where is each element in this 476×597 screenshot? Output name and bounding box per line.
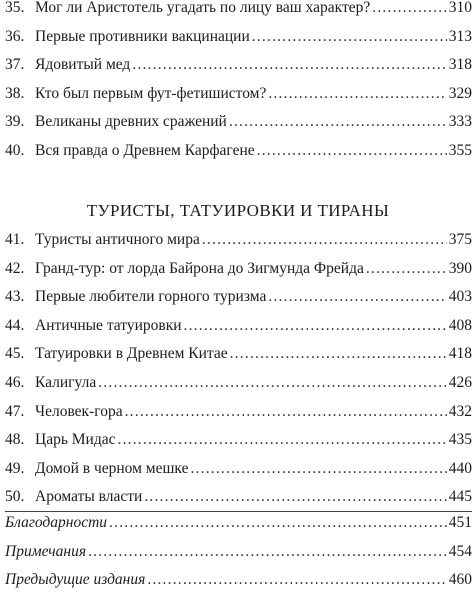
toc-entry[interactable] (5, 23, 472, 52)
toc-entry[interactable] (5, 312, 472, 341)
entry-title: Вся правда о Древнем Карфагене (35, 141, 255, 159)
entry-page: 451 (448, 514, 472, 531)
entry-page: 435 (448, 431, 472, 449)
dot-leader (202, 226, 447, 255)
dot-leader (147, 566, 446, 595)
dot-leader (268, 283, 446, 312)
entry-title: Античные татуировки (35, 316, 182, 334)
entry-number: 42. (5, 259, 25, 277)
dot-leader (109, 509, 447, 538)
entry-title: Великаны древних сражений (35, 113, 227, 131)
dot-leader (268, 80, 446, 109)
entry-page: 329 (448, 84, 472, 102)
entry-title: Мог ли Аристотель угадать по лицу ваш характер? (35, 0, 371, 16)
dot-leader (230, 340, 447, 369)
toc-entry[interactable] (5, 283, 472, 312)
entry-title: Предыдущие издания (5, 571, 146, 589)
entry-title: Первые любители горного туризма (35, 288, 267, 306)
toc-entry[interactable] (5, 226, 472, 255)
toc-entry-previous-editions[interactable] (5, 566, 472, 595)
toc-entry[interactable] (5, 51, 472, 80)
entry-page: 460 (448, 571, 472, 589)
entry-number: 36. (5, 27, 25, 45)
toc-entry[interactable] (5, 369, 472, 398)
entry-title: Кто был первым фут-фетишистом? (35, 84, 267, 102)
entry-title: Человек-гора (35, 402, 123, 420)
entry-title: Гранд-тур: от лорда Байрона до Зигмунда Фрейда (35, 259, 364, 277)
toc-entry[interactable] (5, 340, 472, 369)
dot-leader (184, 312, 447, 341)
section-heading: ТУРИСТЫ, ТАТУИРОВКИ И ТИРАНЫ (86, 201, 390, 220)
entry-title: Царь Мидас (35, 431, 116, 449)
entry-page: 408 (448, 316, 472, 334)
toc-entry-notes[interactable] (5, 538, 472, 567)
entry-page: 375 (448, 231, 472, 248)
entry-title: Татуировки в Древнем Китае (35, 345, 228, 363)
entry-page: 432 (448, 402, 472, 420)
toc-entry[interactable] (5, 426, 472, 455)
toc-entry[interactable] (5, 0, 472, 23)
entry-number: 47. (5, 402, 25, 420)
dot-leader (118, 426, 447, 455)
entry-number: 49. (5, 459, 25, 477)
dot-leader (366, 255, 447, 284)
entry-number: 41. (5, 231, 25, 248)
toc-entry[interactable] (5, 483, 472, 512)
toc-back-matter (5, 509, 472, 595)
entry-page: 418 (448, 345, 472, 363)
entry-title: Ароматы власти (35, 488, 143, 506)
entry-number: 35. (5, 0, 25, 16)
entry-page: 403 (448, 288, 472, 306)
toc-list-part1 (5, 0, 472, 166)
entry-number: 40. (5, 141, 25, 159)
entry-title: Ядовитый мед (35, 56, 131, 74)
entry-number: 48. (5, 431, 25, 449)
dot-leader (132, 51, 446, 80)
entry-title: Первые противники вакцинации (35, 27, 250, 45)
toc-list-part2 (5, 226, 472, 512)
toc-entry[interactable] (5, 398, 472, 427)
entry-title: Примечания (5, 542, 87, 560)
entry-number: 37. (5, 56, 25, 74)
dot-leader (98, 369, 447, 398)
entry-page: 426 (448, 373, 472, 391)
dot-leader (88, 538, 447, 567)
entry-title: Туристы античного мира (35, 231, 200, 248)
entry-number: 39. (5, 113, 25, 131)
dot-leader (372, 0, 446, 23)
entry-page: 390 (448, 259, 472, 277)
toc-entry[interactable] (5, 80, 472, 109)
dot-leader (144, 483, 446, 512)
entry-page: 355 (448, 141, 472, 159)
toc-entry[interactable] (5, 455, 472, 484)
dot-leader (252, 23, 447, 52)
dot-leader (125, 398, 447, 427)
entry-number: 38. (5, 84, 25, 102)
entry-page: 310 (448, 0, 472, 16)
entry-title: Домой в черном мешке (35, 459, 189, 477)
entry-page: 318 (448, 56, 472, 74)
toc-entry[interactable] (5, 255, 472, 284)
entry-page: 333 (448, 113, 472, 131)
dot-leader (257, 137, 447, 166)
entry-number: 45. (5, 345, 25, 363)
entry-page: 445 (448, 488, 472, 506)
entry-number: 46. (5, 373, 25, 391)
toc-entry-acknowledgements[interactable] (5, 509, 472, 538)
entry-page: 313 (448, 27, 472, 45)
entry-number: 44. (5, 316, 25, 334)
toc-entry[interactable] (5, 108, 472, 137)
toc-entry[interactable] (5, 137, 472, 166)
dot-leader (190, 455, 446, 484)
dot-leader (229, 108, 447, 137)
entry-title: Калигула (35, 373, 97, 391)
entry-page: 454 (448, 542, 472, 560)
entry-number: 50. (5, 488, 25, 506)
entry-title: Благодарности (5, 514, 108, 531)
entry-number: 43. (5, 288, 25, 306)
entry-page: 440 (448, 459, 472, 477)
